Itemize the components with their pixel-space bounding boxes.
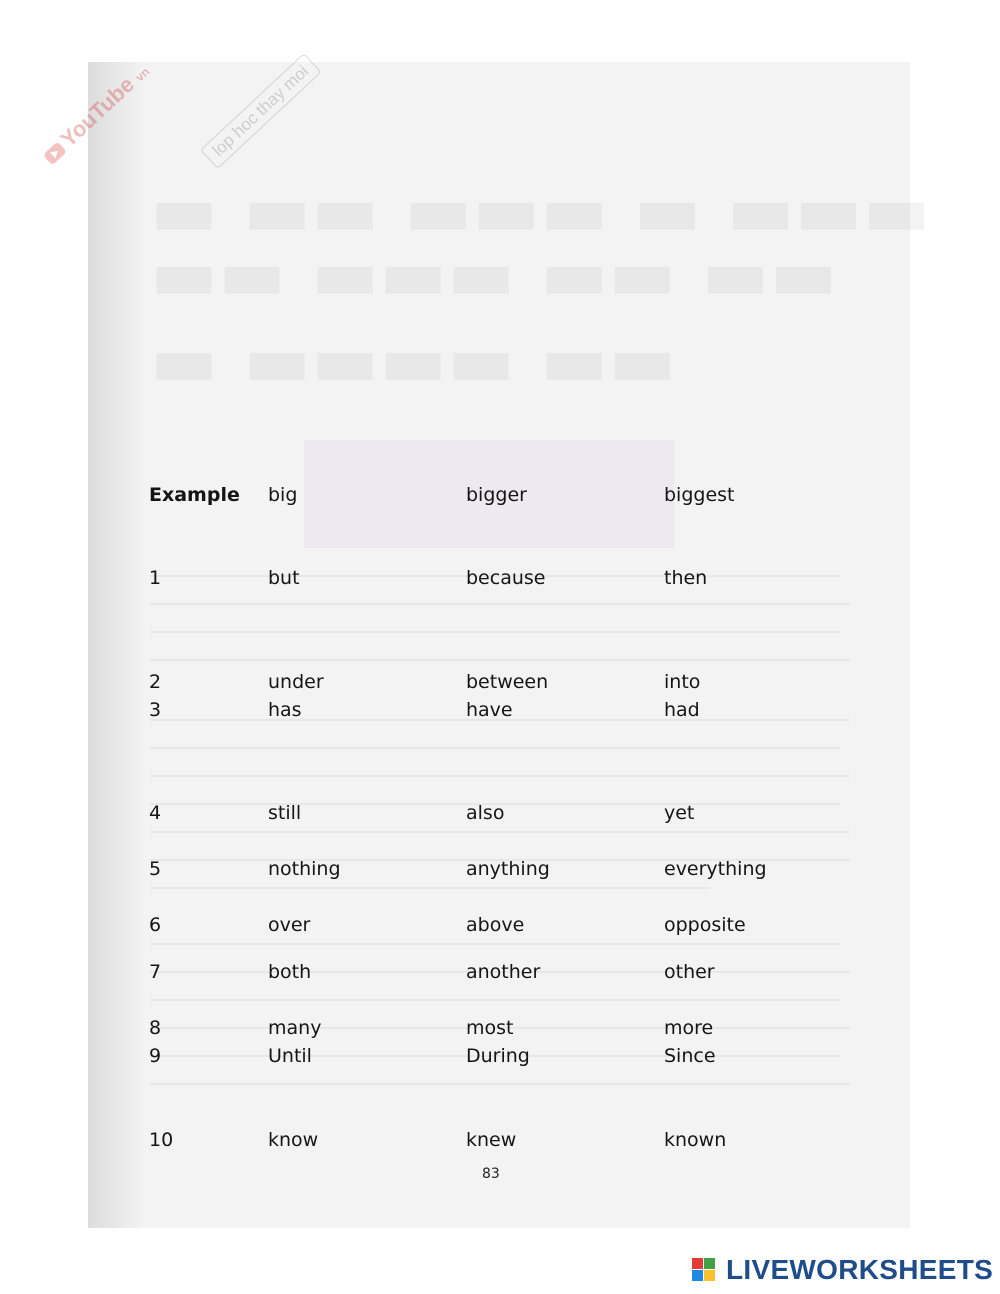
option-a: nothing [268, 858, 341, 880]
liveworksheets-brand[interactable] [692, 1256, 993, 1284]
bleed-line [150, 831, 850, 833]
option-c: Since [664, 1045, 716, 1067]
bleed-line [150, 943, 840, 945]
option-c: other [664, 961, 715, 983]
option-b: anything [466, 858, 550, 880]
option-a: many [268, 1017, 322, 1039]
option-a: know [268, 1129, 319, 1151]
bleed-line [150, 603, 850, 605]
youtube-watermark-text: YouTube [55, 71, 140, 152]
brand-name: LIVEWORKSHEETS [726, 1254, 994, 1285]
option-c: more [664, 1017, 714, 1039]
row-number: 6 [149, 914, 162, 936]
bleed-line [150, 887, 710, 889]
option-a: big [268, 484, 298, 506]
option-c: had [664, 699, 700, 721]
option-c: biggest [664, 484, 735, 506]
bleed-line [150, 775, 850, 777]
youtube-watermark-vn: vn [132, 64, 153, 85]
ghost-heading-2: ▬▬ ▬▬▬ ▬▬ ▬▬ [150, 232, 838, 316]
bleed-line [150, 659, 850, 661]
logo-square-blue [692, 1270, 703, 1281]
option-a: has [268, 699, 302, 721]
ghost-heading-3: ▬ ▬▬▬▬ ▬▬ [150, 318, 677, 402]
bleed-line [150, 999, 840, 1001]
option-b: have [466, 699, 513, 721]
option-b: most [466, 1017, 514, 1039]
option-a: both [268, 961, 312, 983]
option-a: over [268, 914, 311, 936]
row-number: 8 [149, 1017, 162, 1039]
option-b: another [466, 961, 541, 983]
logo-square-yellow [704, 1270, 715, 1281]
row-number: 9 [149, 1045, 162, 1067]
option-a: under [268, 671, 324, 693]
bleed-line [150, 631, 840, 633]
option-c: known [664, 1129, 727, 1151]
page-number: 83 [482, 1166, 500, 1182]
channel-watermark-text: lop hoc thay moi [208, 61, 313, 160]
option-c: opposite [664, 914, 746, 936]
row-number: 10 [149, 1129, 174, 1151]
ghost-heading-1: ▬ ▬▬ ▬▬▬ ▬ ▬▬▬ [150, 168, 931, 252]
option-c: then [664, 567, 708, 589]
option-b: knew [466, 1129, 517, 1151]
option-b: between [466, 671, 549, 693]
row-number: 5 [149, 858, 162, 880]
option-a: but [268, 567, 300, 589]
option-b: During [466, 1045, 530, 1067]
page-shade [88, 62, 144, 1228]
option-c: yet [664, 802, 695, 824]
option-a: Until [268, 1045, 312, 1067]
liveworksheets-logo-icon [692, 1258, 722, 1282]
option-b: bigger [466, 484, 527, 506]
row-number: 4 [149, 802, 162, 824]
youtube-play-icon [43, 142, 67, 166]
bleed-line [150, 1083, 850, 1085]
logo-square-red [692, 1258, 703, 1269]
option-c: into [664, 671, 701, 693]
option-c: everything [664, 858, 767, 880]
row-number: 2 [149, 671, 162, 693]
row-number: 1 [149, 567, 162, 589]
option-b: because [466, 567, 546, 589]
option-b: above [466, 914, 525, 936]
row-number: 3 [149, 699, 162, 721]
logo-square-green [704, 1258, 715, 1269]
bleed-line [150, 747, 840, 749]
option-b: also [466, 802, 505, 824]
row-number: 7 [149, 961, 162, 983]
option-a: still [268, 802, 302, 824]
row-number: Example [149, 484, 240, 506]
